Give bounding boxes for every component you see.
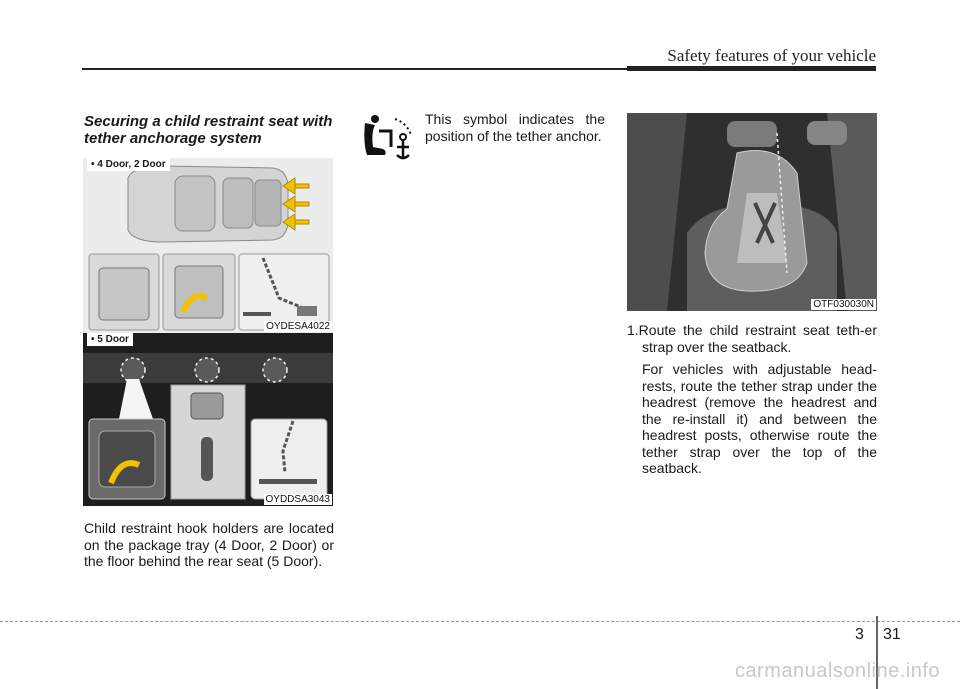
photo-code: OTF030030N: [813, 299, 874, 310]
figure-4door-2door: [83, 158, 333, 333]
section-heading: Securing a child restraint seat with tether anchorage system: [84, 113, 333, 147]
step-list: [627, 322, 877, 477]
cargo-floor-illustration: [83, 333, 333, 506]
watermark: carmanualsonline.info: [734, 660, 940, 682]
page-header-title: Safety features of your vehicle: [667, 46, 876, 65]
figure-bottom-label: • 5 Door: [87, 333, 133, 346]
child-seat-illustration: [627, 113, 877, 311]
figure-top-label: • 4 Door, 2 Door: [87, 158, 170, 171]
step-1-detail: For vehicles with adjustable head-rests, route the tether strap under the headrest (remove the headrest and the re-install it) and between the headrest posts, otherwise route the tether strap over the top of the seatback.: [642, 361, 877, 476]
child-seat-photo: [627, 113, 877, 311]
header-rule-accent: [627, 66, 876, 71]
page-number: 31: [883, 626, 901, 643]
paragraph-hook-holders: Child restraint hook holders are located on the package tray (4 Door, 2 Door) or the floor behind the rear seat (5 Door).: [84, 520, 334, 569]
figure-top-code: OYDESA4022: [266, 321, 330, 332]
footer-rule: [0, 621, 960, 622]
figure-5door: [83, 333, 333, 506]
step-1: 1.Route the child restraint seat teth-er strap over the seatback.: [627, 322, 877, 355]
figure-bottom-code: OYDDSA3043: [265, 494, 330, 505]
tether-anchor-symbol-icon: [355, 113, 417, 163]
symbol-description: This symbol indicates the position of the tether anchor.: [425, 111, 605, 144]
car-top-view-illustration: [83, 158, 333, 333]
chapter-number: 3: [855, 626, 864, 643]
